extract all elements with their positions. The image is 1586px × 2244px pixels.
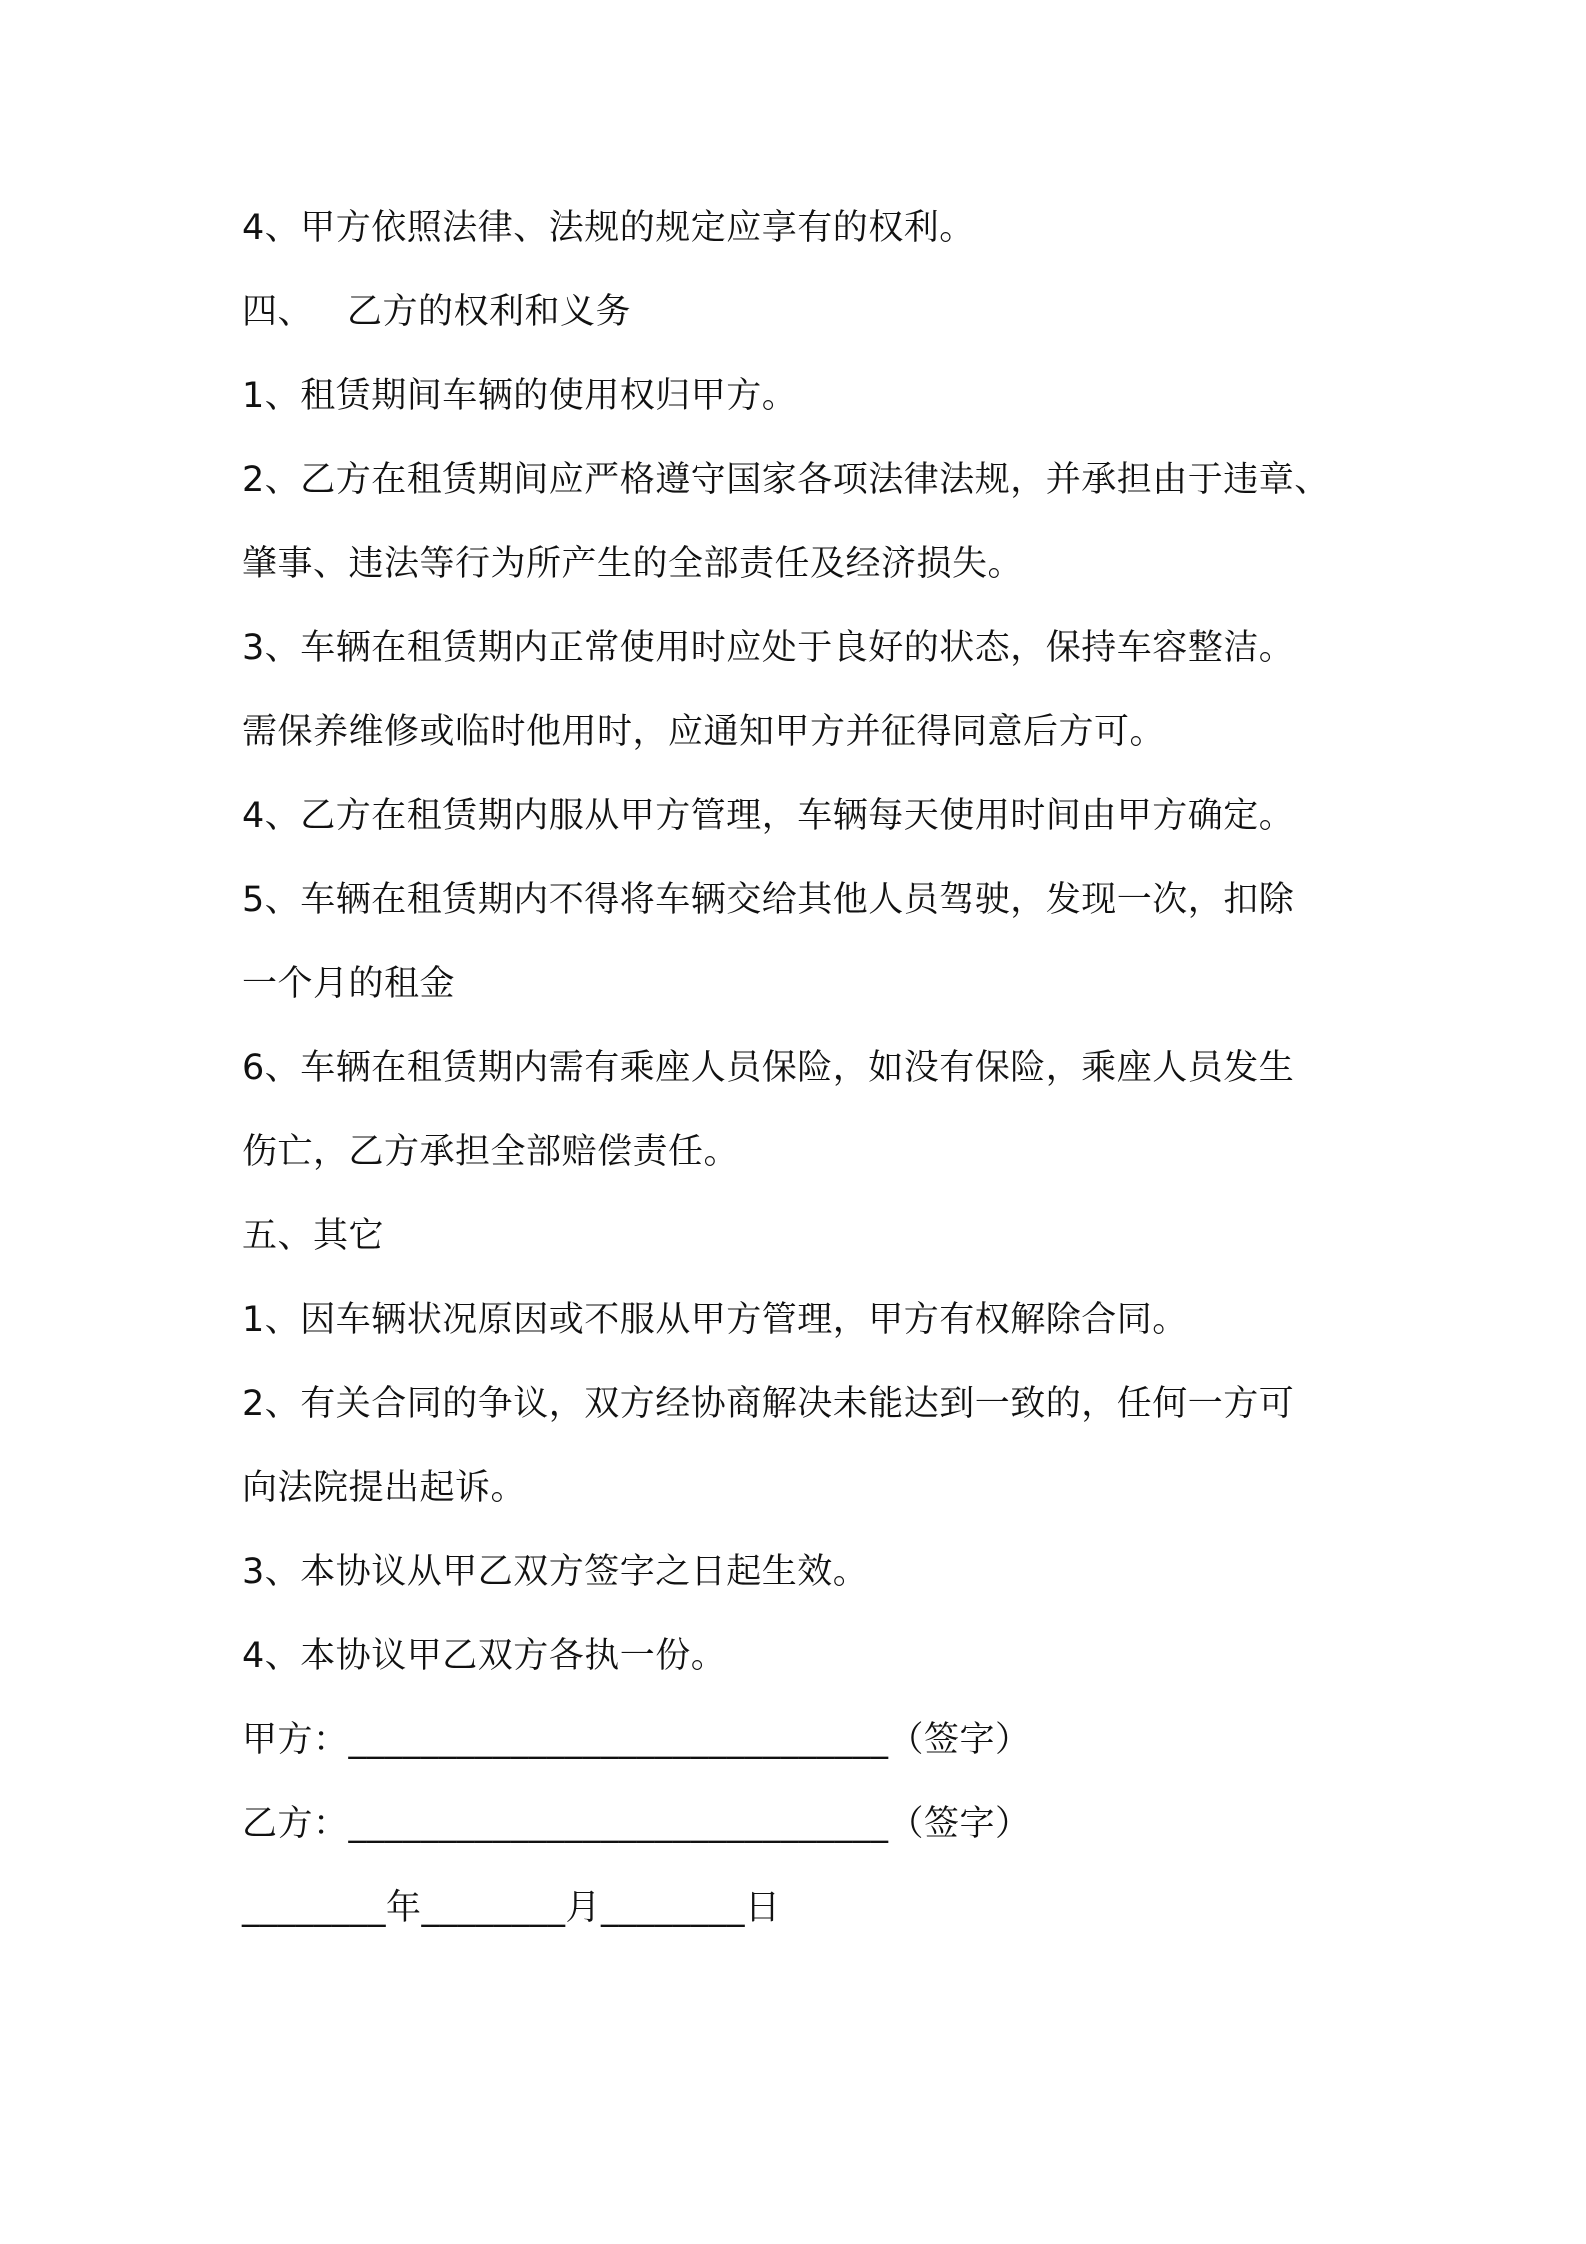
party-a-signature-blank: ______________________________: [348, 1720, 889, 1760]
clause-c-4: 4、本协议甲乙双方各执一份。: [242, 1636, 727, 1676]
clause-b-3-line-1: 3、车辆在租赁期内正常使用时应处于良好的状态，保持车容整洁。: [242, 628, 1295, 668]
clause-c-2-line-2: 向法院提出起诉。: [242, 1468, 527, 1508]
section-five-heading: 五、其它: [242, 1216, 385, 1256]
month-unit: 月: [565, 1888, 602, 1928]
year-unit: 年: [386, 1888, 422, 1928]
clause-b-3-line-2: 需保养维修或临时他用时，应通知甲方并征得同意后方可。: [242, 712, 1166, 752]
year-blank: ________: [242, 1888, 386, 1928]
day-blank: ________: [601, 1888, 746, 1928]
clause-b-6-line-1: 6、车辆在租赁期内需有乘座人员保险，如没有保险，乘座人员发生: [242, 1048, 1295, 1088]
party-b-sign-note: （签字）: [888, 1804, 1031, 1844]
clause-b-1: 1、租赁期间车辆的使用权归甲方。: [242, 376, 798, 416]
section-four-title: 乙方的权利和义务: [347, 292, 632, 332]
month-blank: ________: [421, 1888, 566, 1928]
party-a-sign-note: （签字）: [888, 1720, 1031, 1760]
clause-c-2-line-1: 2、有关合同的争议，双方经协商解决未能达到一致的，任何一方可: [242, 1384, 1295, 1424]
clause-a-4: 4、甲方依照法律、法规的规定应享有的权利。: [242, 208, 975, 248]
clause-b-4: 4、乙方在租赁期内服从甲方管理，车辆每天使用时间由甲方确定。: [242, 796, 1295, 836]
clause-c-1: 1、因车辆状况原因或不服从甲方管理，甲方有权解除合同。: [242, 1300, 1188, 1340]
clause-b-5-line-2: 一个月的租金: [242, 964, 456, 1004]
day-unit: 日: [745, 1888, 781, 1928]
clause-b-6-line-2: 伤亡，乙方承担全部赔偿责任。: [242, 1132, 740, 1172]
section-four-number: 四、: [242, 292, 314, 332]
clause-c-3: 3、本协议从甲乙双方签字之日起生效。: [242, 1552, 869, 1592]
signature-party-b: [242, 1802, 1031, 1846]
party-b-label: 乙方：: [242, 1804, 349, 1844]
clause-b-5-line-1: 5、车辆在租赁期内不得将车辆交给其他人员驾驶，发现一次，扣除: [242, 880, 1295, 920]
clause-b-2-line-2: 肇事、违法等行为所产生的全部责任及经济损失。: [242, 544, 1024, 584]
signature-party-a: [242, 1718, 1031, 1762]
section-four-heading: [242, 290, 631, 334]
clause-b-2-line-1: 2、乙方在租赁期间应严格遵守国家各项法律法规，并承担由于违章、: [242, 460, 1330, 500]
party-a-label: 甲方：: [242, 1720, 349, 1760]
party-b-signature-blank: ______________________________: [348, 1804, 889, 1844]
signing-date: [242, 1886, 781, 1930]
